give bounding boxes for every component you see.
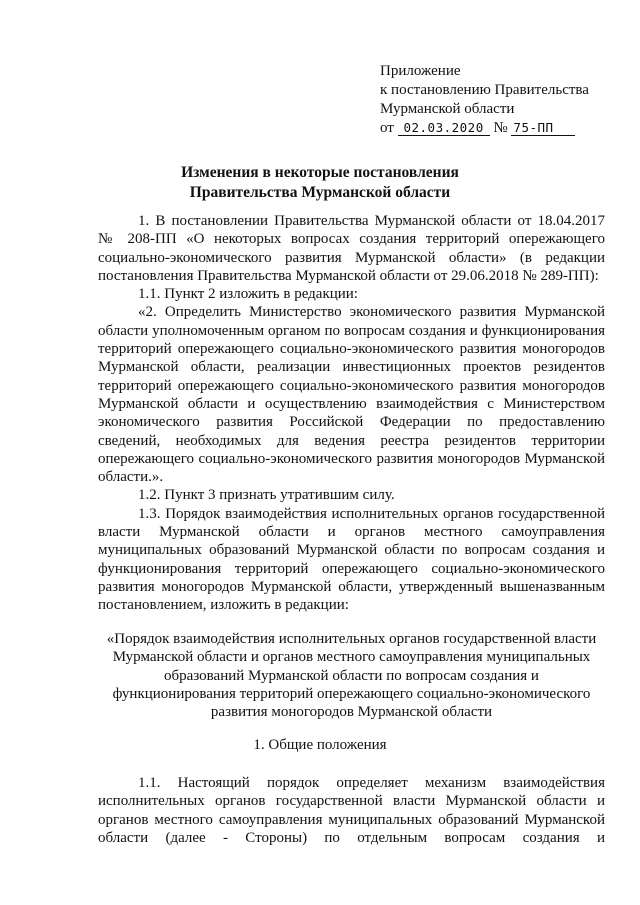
number-label: №	[493, 120, 508, 136]
appendix-title: Приложение	[380, 63, 461, 79]
order-title-line-5: развития моногородов Мурманской области	[210, 704, 493, 721]
order-title-line-3: образований Мурманской области по вопросам создания и	[164, 667, 539, 684]
paragraph-1-3: 1.3. Порядок взаимодействия исполнительных органов государственной власти Мурманской области и органов местного самоуправления муниципальных образований Мурманской области по вопросам создания и функционирования территорий опережающего социально-экономического развития моногородов Мурманской области, утвержденный вышеназванным постановлением, изложить в редакции:	[98, 505, 605, 614]
paragraph-1: 1. В постановлении Правительства Мурманской области от 18.04.2017 № 208-ПП «О некоторых вопросах создания территорий опережающего социально-экономического развития Мурманской области» (в редакции постановления Правительства Мурманской области от 29.06.2018 № 289-ПП):	[98, 213, 605, 284]
resolution-date: 02.03.2020	[398, 120, 490, 136]
paragraph-quote-2: «2. Определить Министерство экономического развития Мурманской области уполномоченным органом по вопросам создания и функционирования территорий опережающего социально-экономического развития моногородов Мурманской области, реализации инвестиционных проектов резидентов территорий опережающего социально-экономического развития моногородов Мурманской области и осуществлению взаимодействия с Министерством экономического развития Российской Федерации по предоставлению сведений, необходимых для ведения реестра резидентов территории опережающего социально-экономического развития моногородов Мурманской области.».	[98, 304, 605, 486]
paragraph-section-1-1: 1.1. Настоящий порядок определяет механизм взаимодействия исполнительных органов государственной власти Мурманской области и органов местного самоуправления муниципальных образований Мурманской области (далее - Стороны) по отдельным вопросам создания и	[98, 775, 605, 846]
from-label: от	[380, 120, 394, 136]
appendix-resolution: к постановлению Правительства	[380, 82, 589, 98]
order-title-line-4: функционирования территорий опережающего социально-экономического	[112, 685, 591, 702]
title-line-1: Изменения в некоторые постановления	[181, 164, 459, 181]
appendix-region: Мурманской области	[380, 101, 515, 117]
paragraph-1-2: 1.2. Пункт 3 признать утратившим силу.	[138, 487, 395, 504]
appendix-block	[380, 62, 620, 138]
paragraph-1-1: 1.1. Пункт 2 изложить в редакции:	[138, 286, 358, 303]
title-line-2: Правительства Мурманской области	[189, 184, 451, 201]
section-heading-general: 1. Общие положения	[253, 737, 387, 753]
order-title-line-1: «Порядок взаимодействия исполнительных органов государственной власти	[106, 631, 597, 647]
body-text-part-1	[98, 212, 605, 615]
order-title	[98, 630, 605, 721]
appendix-date-line	[380, 119, 620, 138]
body-text-part-2	[98, 774, 605, 847]
resolution-number: 75-ПП	[511, 120, 575, 136]
document-title	[0, 163, 640, 203]
order-title-line-2: Мурманской области и органов местного самоуправления муниципальных	[112, 649, 591, 666]
